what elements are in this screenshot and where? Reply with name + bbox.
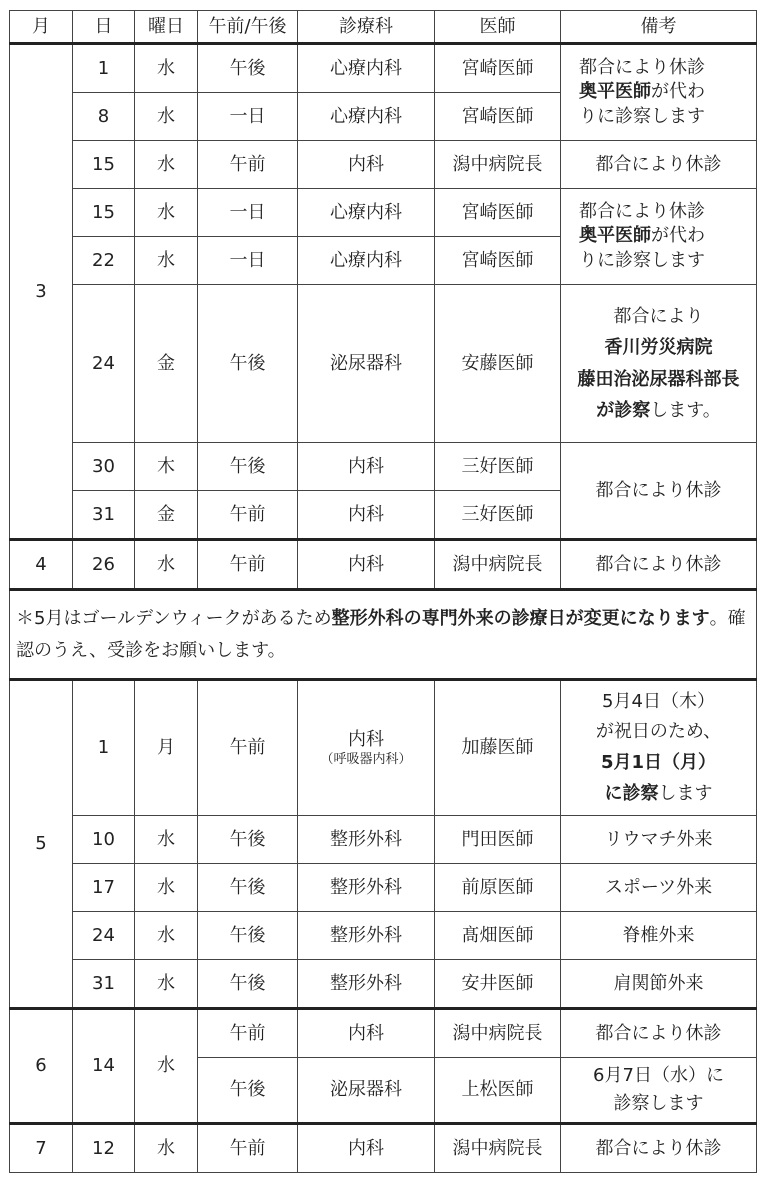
- day-cell: 30: [73, 443, 135, 491]
- doctor-cell: 宮崎医師: [435, 93, 561, 141]
- header-ampm: 午前/午後: [198, 11, 298, 44]
- day-cell: 15: [73, 189, 135, 237]
- remarks-cell: 都合により休診: [561, 1009, 757, 1058]
- weekday-cell: 水: [135, 93, 198, 141]
- table-row: [10, 443, 757, 491]
- remarks-cell: 都合により休診: [561, 540, 757, 590]
- weekday-cell: 金: [135, 285, 198, 443]
- time-cell: 午前: [198, 1009, 298, 1058]
- remarks-text: が代わ: [651, 81, 705, 103]
- remarks-line: 都合により休診: [579, 201, 705, 223]
- weekday-cell: 木: [135, 443, 198, 491]
- remarks-cell: 脊椎外来: [561, 912, 757, 960]
- remarks-line: 都合により: [613, 305, 704, 327]
- doctor-cell: 潟中病院長: [435, 1124, 561, 1173]
- doctor-cell: 加藤医師: [435, 680, 561, 816]
- time-cell: 一日: [198, 237, 298, 285]
- table-row: [10, 680, 757, 816]
- day-cell: 22: [73, 237, 135, 285]
- notice-row: [10, 590, 757, 680]
- remarks-bold: に診察: [604, 782, 659, 804]
- table-row: [10, 1124, 757, 1173]
- remarks-line: 診察します: [613, 1093, 704, 1114]
- doctor-cell: 潟中病院長: [435, 540, 561, 590]
- remarks-cell: 肩関節外来: [561, 960, 757, 1009]
- department-cell: 心療内科: [298, 237, 435, 285]
- remarks-cell: 都合により休診: [561, 443, 757, 540]
- remarks-text: します。: [650, 400, 721, 421]
- day-cell: 26: [73, 540, 135, 590]
- department-cell: 内科: [298, 1124, 435, 1173]
- department-cell: 整形外科: [298, 960, 435, 1009]
- doctor-cell: 宮崎医師: [435, 189, 561, 237]
- weekday-cell: 水: [135, 960, 198, 1009]
- doctor-cell: 宮崎医師: [435, 44, 561, 93]
- department-cell: 整形外科: [298, 912, 435, 960]
- doctor-cell: 前原医師: [435, 864, 561, 912]
- month-cell: 3: [10, 44, 73, 540]
- weekday-cell: 水: [135, 864, 198, 912]
- doctor-cell: 潟中病院長: [435, 1009, 561, 1058]
- remarks-line: 6月7日（水）に: [593, 1065, 724, 1087]
- header-weekday: 曜日: [135, 11, 198, 44]
- month-cell: 7: [10, 1124, 73, 1173]
- doctor-cell: 安井医師: [435, 960, 561, 1009]
- remarks-cell: リウマチ外来: [561, 816, 757, 864]
- remarks-line: [561, 779, 756, 810]
- header-remarks: 備考: [561, 11, 757, 44]
- doctor-cell: 三好医師: [435, 491, 561, 540]
- time-cell: 一日: [198, 93, 298, 141]
- department-cell: 内科: [298, 1009, 435, 1058]
- remarks-cell: [561, 189, 757, 285]
- department-cell: 心療内科: [298, 44, 435, 93]
- department-cell: 整形外科: [298, 864, 435, 912]
- department-cell: 内科: [298, 443, 435, 491]
- weekday-cell: 水: [135, 1009, 198, 1124]
- notice-suffix: 。確認のうえ、受診をお願いします。: [16, 608, 746, 661]
- doctor-cell: 安藤医師: [435, 285, 561, 443]
- table-row: [10, 960, 757, 1009]
- day-cell: 17: [73, 864, 135, 912]
- remarks-cell: [561, 285, 757, 443]
- weekday-cell: 水: [135, 816, 198, 864]
- weekday-cell: 水: [135, 1124, 198, 1173]
- remarks-bold: 香川労災病院: [604, 337, 713, 358]
- time-cell: 午前: [198, 540, 298, 590]
- time-cell: 午前: [198, 141, 298, 189]
- department-cell: 泌尿器科: [298, 285, 435, 443]
- day-cell: 31: [73, 960, 135, 1009]
- day-cell: 1: [73, 680, 135, 816]
- department-cell: 内科: [298, 491, 435, 540]
- time-cell: 一日: [198, 189, 298, 237]
- time-cell: 午後: [198, 285, 298, 443]
- remarks-bold: 藤田治泌尿器科部長: [577, 368, 740, 390]
- remarks-line: が祝日のため、: [595, 721, 722, 743]
- time-cell: 午後: [198, 443, 298, 491]
- day-cell: 31: [73, 491, 135, 540]
- department-cell: 心療内科: [298, 189, 435, 237]
- header-day: 日: [73, 11, 135, 44]
- time-cell: 午後: [198, 816, 298, 864]
- remarks-line: 5月4日（木）: [602, 690, 715, 712]
- remarks-bold: 5月1日（月）: [600, 752, 717, 773]
- remarks-bold: が診察: [596, 400, 651, 421]
- department-cell: 心療内科: [298, 93, 435, 141]
- department-name: 内科: [348, 728, 384, 750]
- weekday-cell: 水: [135, 540, 198, 590]
- time-cell: 午後: [198, 44, 298, 93]
- remarks-cell: 都合により休診: [561, 141, 757, 189]
- doctor-cell: 上松医師: [435, 1058, 561, 1124]
- table-row: [10, 1009, 757, 1058]
- remarks-text: します: [658, 782, 713, 804]
- time-cell: 午後: [198, 1058, 298, 1124]
- month-cell: 4: [10, 540, 73, 590]
- remarks-text: が代わ: [651, 225, 705, 247]
- day-cell: 12: [73, 1124, 135, 1173]
- day-cell: 15: [73, 141, 135, 189]
- remarks-cell: [561, 44, 757, 141]
- day-cell: 24: [73, 285, 135, 443]
- schedule-table: [9, 10, 757, 1173]
- weekday-cell: 月: [135, 680, 198, 816]
- remarks-cell: スポーツ外来: [561, 864, 757, 912]
- table-row: [10, 816, 757, 864]
- table-row: [10, 44, 757, 93]
- remarks-line: りに診察します: [579, 249, 705, 271]
- remarks-bold: 奥平医師: [579, 81, 651, 103]
- department-cell: 内科: [298, 141, 435, 189]
- header-doctor: 医師: [435, 11, 561, 44]
- time-cell: 午後: [198, 960, 298, 1009]
- weekday-cell: 水: [135, 189, 198, 237]
- month-cell: 5: [10, 680, 73, 1009]
- weekday-cell: 金: [135, 491, 198, 540]
- month-cell: 6: [10, 1009, 73, 1124]
- table-row: [10, 189, 757, 237]
- time-cell: 午前: [198, 1124, 298, 1173]
- time-cell: 午前: [198, 491, 298, 540]
- header-month: 月: [10, 11, 73, 44]
- remarks-cell: [561, 680, 757, 816]
- day-cell: 8: [73, 93, 135, 141]
- table-row: [10, 285, 757, 443]
- day-cell: 10: [73, 816, 135, 864]
- time-cell: 午後: [198, 912, 298, 960]
- remarks-line: りに診察します: [579, 105, 705, 127]
- doctor-cell: 宮崎医師: [435, 237, 561, 285]
- department-cell: [298, 680, 435, 816]
- header-row: [10, 11, 757, 44]
- header-department: 診療科: [298, 11, 435, 44]
- weekday-cell: 水: [135, 44, 198, 93]
- remarks-cell: 都合により休診: [561, 1124, 757, 1173]
- remarks-bold: 奥平医師: [579, 225, 651, 247]
- notice-prefix: ＊5月はゴールデンウィークがあるため: [16, 608, 332, 629]
- remarks-line: 都合により休診: [579, 57, 705, 79]
- department-sub: （呼吸器内科）: [320, 752, 412, 768]
- department-cell: 泌尿器科: [298, 1058, 435, 1124]
- time-cell: 午前: [198, 680, 298, 816]
- notice-text: [10, 590, 757, 680]
- doctor-cell: 潟中病院長: [435, 141, 561, 189]
- doctor-cell: 三好医師: [435, 443, 561, 491]
- weekday-cell: 水: [135, 912, 198, 960]
- day-cell: 14: [73, 1009, 135, 1124]
- remarks-cell: [561, 1058, 757, 1124]
- day-cell: 24: [73, 912, 135, 960]
- doctor-cell: 門田医師: [435, 816, 561, 864]
- weekday-cell: 水: [135, 141, 198, 189]
- day-cell: 1: [73, 44, 135, 93]
- notice-bold: 整形外科の専門外来の診療日が変更になります: [331, 608, 710, 629]
- table-row: [10, 540, 757, 590]
- department-cell: 内科: [298, 540, 435, 590]
- table-row: [10, 912, 757, 960]
- time-cell: 午後: [198, 864, 298, 912]
- table-row: [10, 141, 757, 189]
- doctor-cell: 髙畑医師: [435, 912, 561, 960]
- remarks-line: [561, 395, 756, 427]
- table-row: [10, 864, 757, 912]
- department-cell: 整形外科: [298, 816, 435, 864]
- weekday-cell: 水: [135, 237, 198, 285]
